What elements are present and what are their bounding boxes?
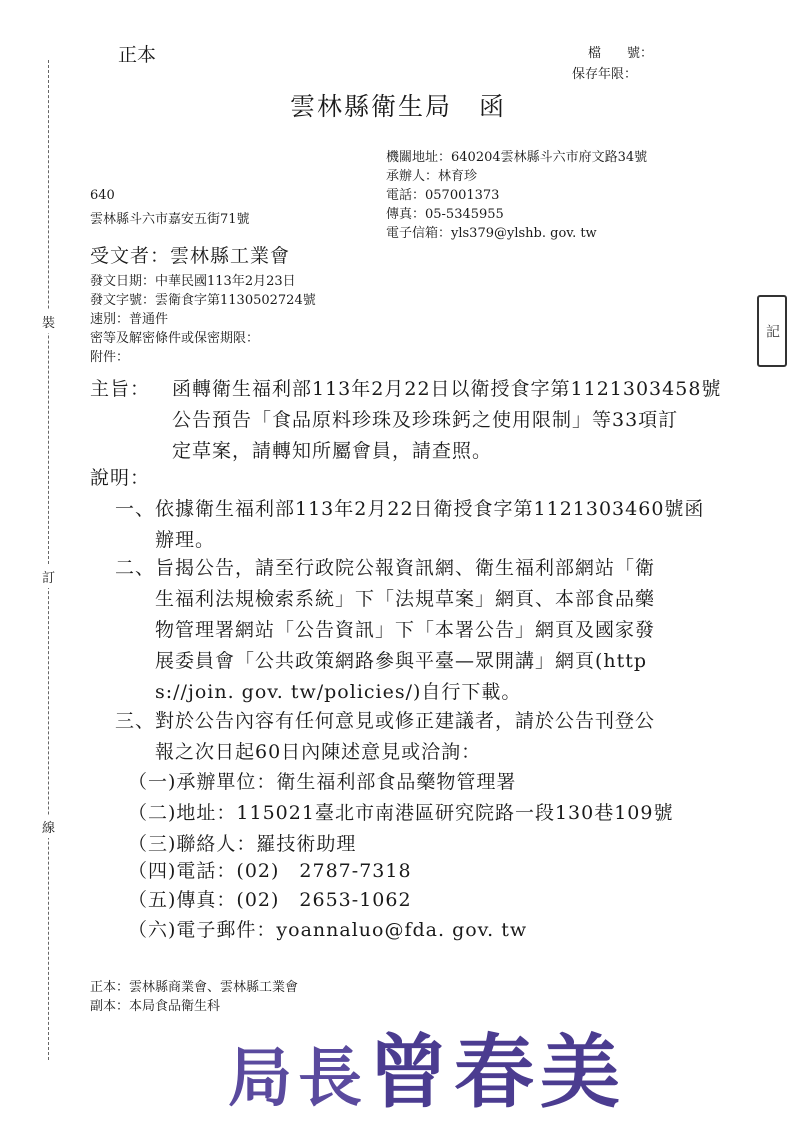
agency-address: 機關地址：640204雲林縣斗六市府文路34號	[386, 150, 648, 165]
explanation-item-2-line-4: 展委員會「公共政策網路參與平臺—眾開講」網頁(http	[155, 650, 648, 672]
signature-name: 曾春美	[368, 1025, 626, 1119]
agency-contact-person: 承辦人：林育珍	[386, 169, 478, 184]
urgency: 速別：普通件	[90, 312, 169, 327]
copy-type: 正本	[118, 44, 157, 66]
contact-email: （六)電子郵件：yoannaluo@fda. gov. tw	[128, 919, 528, 941]
file-number-label: 檔 號：	[588, 46, 654, 61]
document-number: 發文字號：雲衛食字第1130502724號	[90, 293, 316, 308]
subject-line-2: 公告預告「食品原料珍珠及珍珠鈣之使用限制」等33項訂	[172, 409, 679, 431]
explanation-item-2-line-1: 二、旨揭公告，請至行政院公報資訊網、衛生福利部網站「衛	[115, 557, 656, 579]
explanation-item-2-line-5: s://join. gov. tw/policies/)自行下載。	[155, 681, 522, 703]
explanation-label: 說明：	[90, 467, 151, 489]
explanation-item-2-line-2: 生福利法規檢索系統」下「法規草案」網頁、本部食品藥	[155, 588, 656, 610]
agency-email: 電子信箱：yls379@ylshb. gov. tw	[386, 226, 597, 241]
contact-unit: （一)承辦單位：衛生福利部食品藥物管理署	[128, 771, 517, 793]
explanation-item-1-line-1: 一、依據衛生福利部113年2月22日衛授食字第1121303460號函	[115, 498, 705, 520]
subject-label: 主旨：	[90, 378, 151, 400]
attachments: 附件：	[90, 350, 130, 365]
explanation-item-3-line-1: 三、對於公告內容有任何意見或修正建議者，請於公告刊登公	[115, 710, 656, 732]
contact-person: （三)聯絡人：羅技術助理	[128, 833, 357, 855]
confidentiality: 密等及解密條件或保密期限：	[90, 331, 260, 346]
serial-stamp	[757, 295, 787, 367]
binding-line	[48, 60, 49, 1060]
contact-fax: （五)傳真：(02) 2653-1062	[128, 889, 412, 911]
binding-mark-xian: 線	[42, 815, 55, 838]
document-title: 雲林縣衛生局 函	[290, 92, 507, 121]
signature-title: 局長	[228, 1041, 368, 1116]
distribution-copy: 副本：本局食品衛生科	[90, 999, 221, 1014]
explanation-item-3-line-2: 報之次日起60日內陳述意見或洽詢：	[155, 741, 482, 763]
agency-phone: 電話：057001373	[386, 188, 500, 203]
distribution-original: 正本：雲林縣商業會、雲林縣工業會	[90, 980, 299, 995]
receiver: 受文者：雲林縣工業會	[90, 245, 291, 267]
serial-stamp-text: 記	[764, 324, 780, 338]
retention-label: 保存年限：	[572, 67, 638, 82]
issue-date: 發文日期：中華民國113年2月23日	[90, 274, 296, 289]
binding-mark-ding: 訂	[42, 565, 55, 588]
explanation-item-2-line-3: 物管理署網站「公告資訊」下「本署公告」網頁及國家發	[155, 619, 656, 641]
subject-line-3: 定草案，請轉知所屬會員，請查照。	[172, 440, 493, 462]
director-signature	[228, 1008, 626, 1123]
recipient-zip: 640	[90, 188, 115, 203]
contact-phone: （四)電話：(02) 2787-7318	[128, 860, 412, 882]
subject-line-1: 函轉衛生福利部113年2月22日以衛授食字第1121303458號	[172, 378, 722, 400]
agency-fax: 傳真：05-5345955	[386, 207, 504, 222]
recipient-address: 雲林縣斗六市嘉安五街71號	[90, 212, 250, 227]
binding-mark-zhuang: 裝	[42, 310, 55, 333]
explanation-item-1-line-2: 辦理。	[155, 529, 216, 551]
contact-address: （二)地址：115021臺北市南港區研究院路一段130巷109號	[128, 802, 674, 824]
